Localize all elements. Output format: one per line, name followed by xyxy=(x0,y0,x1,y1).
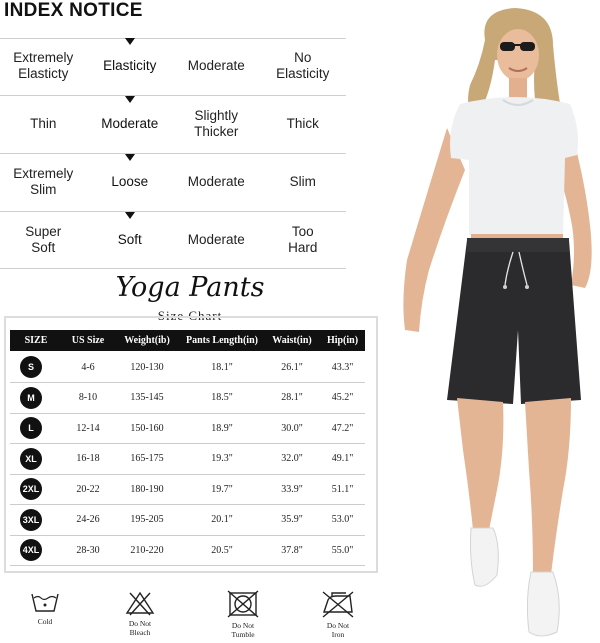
cell-waist: 28.1" xyxy=(281,392,303,403)
selection-marker-icon xyxy=(125,212,135,219)
size-badge: XL xyxy=(20,448,42,470)
table-row xyxy=(10,505,365,536)
selection-marker-icon xyxy=(125,154,135,161)
cell-hip: 51.1" xyxy=(331,483,354,495)
size-chart-label: Size Chart xyxy=(157,308,223,323)
model-photo xyxy=(385,0,600,643)
size-cell xyxy=(10,478,62,500)
do-not-tumble-icon xyxy=(227,590,259,618)
care-do-not-bleach xyxy=(110,590,170,637)
header-waist: Waist(in) xyxy=(272,335,312,346)
cell-hip: 55.0" xyxy=(331,544,354,556)
cell-length: 19.7" xyxy=(211,483,233,495)
cell-us: 12-14 xyxy=(76,422,100,434)
cell-weight: 120-130 xyxy=(130,361,164,373)
cell-us: 16-18 xyxy=(76,453,100,464)
cell-waist: 33.9" xyxy=(281,483,303,495)
table-row xyxy=(10,444,365,475)
index-divider xyxy=(0,268,346,269)
size-cell xyxy=(10,509,62,531)
size-badge: L xyxy=(20,417,42,439)
cell-weight: 180-190 xyxy=(130,483,164,495)
cell-length: 20.5" xyxy=(211,544,233,556)
index-cell: Thin xyxy=(30,116,57,131)
size-cell xyxy=(10,417,62,439)
cell-waist: 30.0" xyxy=(281,422,303,434)
size-chart-header xyxy=(10,330,365,351)
product-title: Yoga Pants xyxy=(115,272,265,303)
care-cold xyxy=(15,590,75,626)
cell-us: 8-10 xyxy=(78,392,98,403)
size-badge: 3XL xyxy=(20,509,42,531)
cell-waist: 35.9" xyxy=(281,514,303,525)
size-cell xyxy=(10,448,62,470)
cell-weight: 210-220 xyxy=(130,544,164,556)
size-cell xyxy=(10,387,62,409)
index-cell: No Elasticity xyxy=(276,50,330,81)
index-cell: Moderate xyxy=(187,58,245,73)
index-notice-title: INDEX NOTICE xyxy=(4,0,143,21)
index-cell: Super Soft xyxy=(25,224,62,255)
cell-length: 19.3" xyxy=(211,453,233,464)
header-hip: Hip(in) xyxy=(326,335,359,346)
care-label: Do Not Bleach xyxy=(128,619,152,637)
index-cell: Too Hard xyxy=(288,224,318,255)
cell-weight: 150-160 xyxy=(130,422,164,434)
header-us-size: US Size xyxy=(71,335,105,346)
index-cell: Moderate xyxy=(187,232,245,247)
do-not-bleach-icon xyxy=(125,590,155,616)
do-not-iron-icon xyxy=(320,590,356,618)
cell-hip: 43.3" xyxy=(331,361,354,373)
index-row xyxy=(0,212,346,268)
header-pants-length: Pants Length(in) xyxy=(186,335,258,346)
size-badge: 2XL xyxy=(20,478,42,500)
table-row xyxy=(10,352,365,383)
care-label: Do Not Tumble xyxy=(231,621,255,639)
selection-marker-icon xyxy=(125,96,135,103)
care-label: Cold xyxy=(37,617,53,626)
size-badge: S xyxy=(20,356,42,378)
care-do-not-iron xyxy=(308,590,368,639)
cell-length: 18.1" xyxy=(211,361,233,373)
cell-length: 18.5" xyxy=(211,392,233,403)
cell-us: 20-22 xyxy=(76,483,100,495)
care-do-not-tumble xyxy=(213,590,273,639)
cell-waist: 37.8" xyxy=(281,544,303,556)
header-size: SIZE xyxy=(24,335,48,346)
cell-us: 4-6 xyxy=(81,361,95,373)
cell-hip: 53.0" xyxy=(331,514,354,525)
table-row xyxy=(10,535,365,566)
cell-length: 20.1" xyxy=(211,514,233,525)
cell-weight: 195-205 xyxy=(130,514,164,525)
cell-waist: 26.1" xyxy=(281,361,303,373)
index-cell: Slim xyxy=(289,174,316,189)
index-cell: Thick xyxy=(286,116,319,131)
cell-length: 18.9" xyxy=(211,422,233,434)
table-row xyxy=(10,413,365,444)
index-row xyxy=(0,96,346,152)
cell-hip: 45.2" xyxy=(331,392,354,403)
cold-wash-icon xyxy=(30,590,60,614)
size-cell xyxy=(10,356,62,378)
index-cell-selected: Moderate xyxy=(101,116,159,131)
cell-us: 24-26 xyxy=(76,514,100,525)
table-row xyxy=(10,383,365,414)
header-weight: Weight(ib) xyxy=(124,335,170,346)
index-cell: Extremely Elasticty xyxy=(13,50,74,81)
cell-hip: 47.2" xyxy=(331,422,354,434)
care-label: Do Not Iron xyxy=(326,621,350,639)
index-cell: Slightly Thicker xyxy=(194,108,239,139)
index-cell: Extremely Slim xyxy=(13,166,74,197)
index-row xyxy=(0,154,346,210)
size-badge: M xyxy=(20,387,42,409)
cell-waist: 32.0" xyxy=(281,453,303,464)
index-cell: Moderate xyxy=(187,174,245,189)
cell-us: 28-30 xyxy=(76,544,100,556)
size-badge: 4XL xyxy=(20,539,42,561)
index-cell-selected: Loose xyxy=(111,174,149,189)
cell-hip: 49.1" xyxy=(331,453,354,464)
size-cell xyxy=(10,539,62,561)
cell-weight: 165-175 xyxy=(130,453,164,464)
table-row xyxy=(10,474,365,505)
index-cell-selected: Soft xyxy=(117,232,142,247)
index-row xyxy=(0,38,346,94)
index-cell-selected: Elasticity xyxy=(103,58,157,73)
selection-marker-icon xyxy=(125,38,135,45)
cell-weight: 135-145 xyxy=(130,392,164,403)
